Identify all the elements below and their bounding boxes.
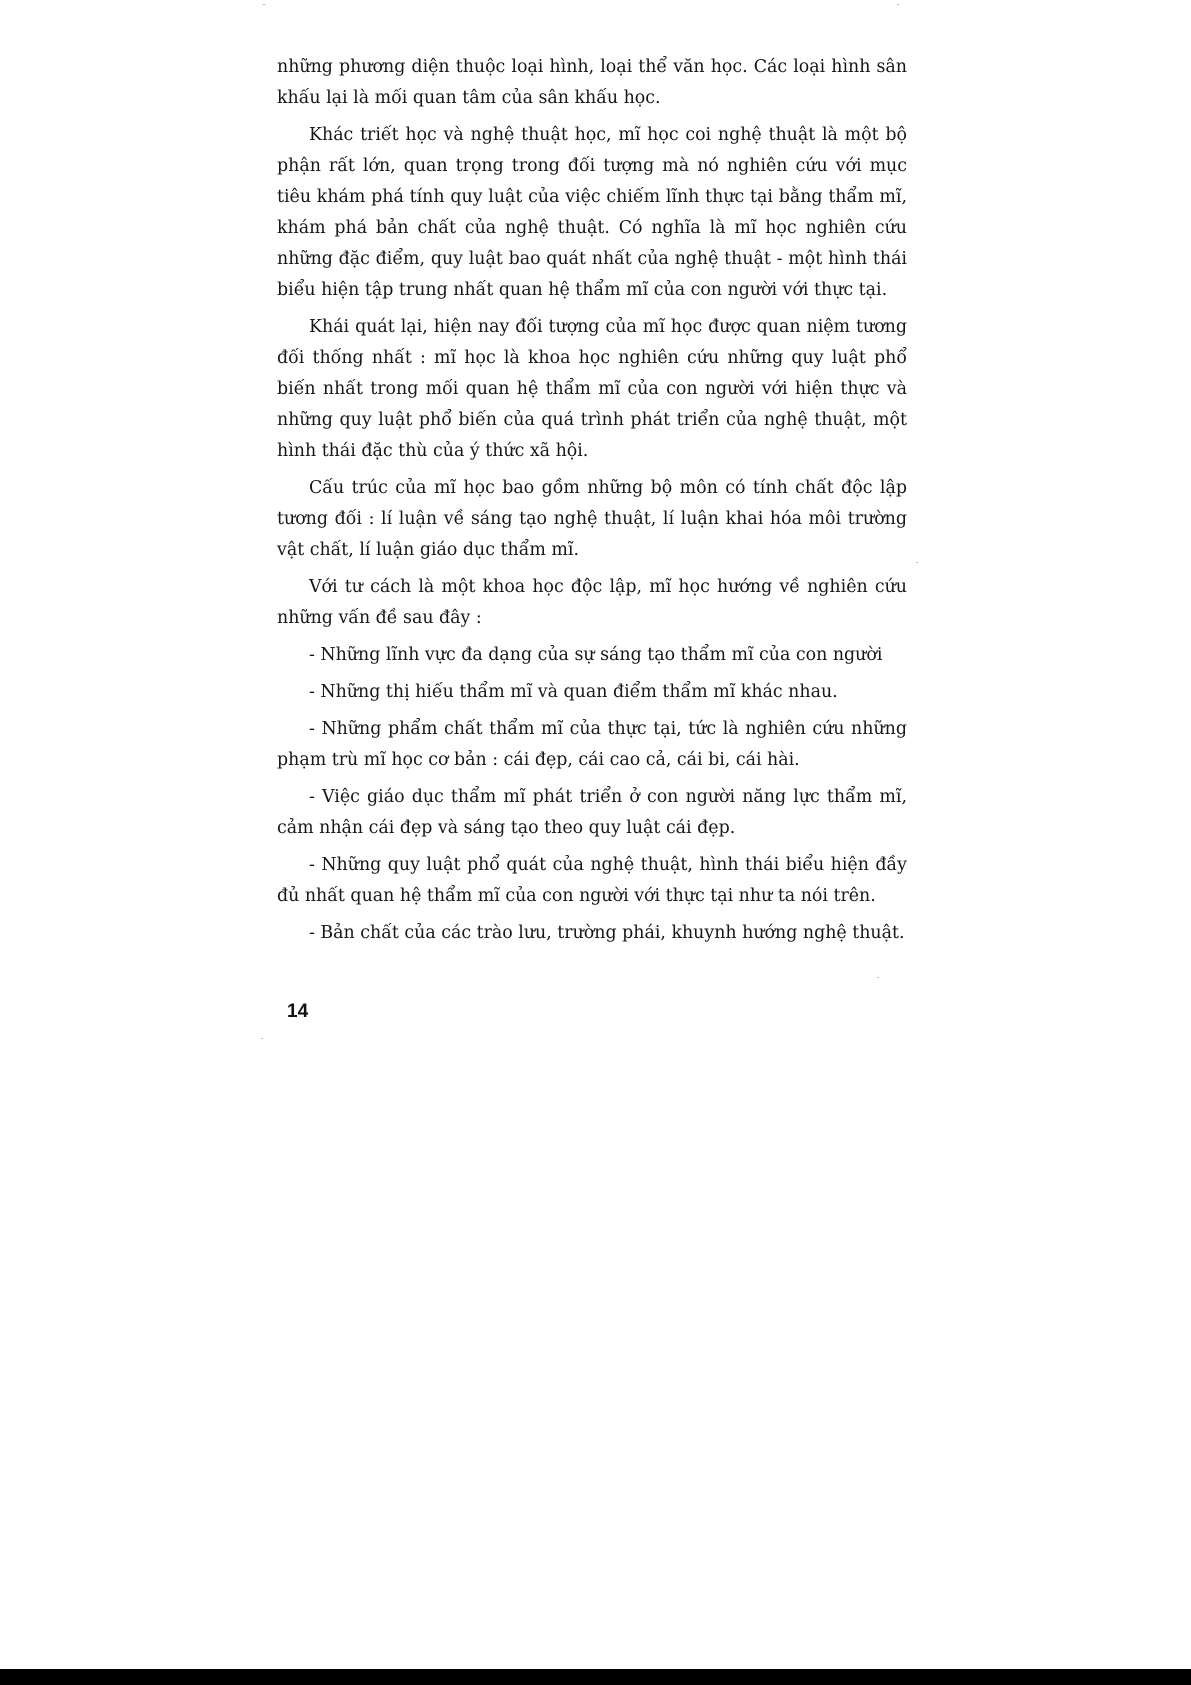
scan-speck — [261, 1038, 263, 1039]
scan-speck — [877, 977, 879, 978]
list-item-aesthetic-education: - Việc giáo dục thẩm mĩ phát triển ở con người năng lực thẩm mĩ, cảm nhận cái đẹp và sáng tạo theo quy luật cái đẹp. — [277, 787, 907, 838]
list-item-aesthetic-qualities: - Những phẩm chất thẩm mĩ của thực tại, tức là nghiên cứu những phạm trù mĩ học cơ bản : cái đẹp, cái cao cả, cái bi, cái hài. — [277, 719, 907, 770]
paragraph-object-of-aesthetics: Khái quát lại, hiện nay đối tượng của mĩ học được quan niệm tương đối thống nhất : mĩ học là khoa học nghiên cứu những quy luật phổ biến nhất trong mối quan hệ thẩm mĩ của con người với hiện thực và những quy luật phổ biến của quá trình phát triển của nghệ thuật, một hình thái đặc thù của ý thức xã hội. — [277, 317, 907, 461]
scan-speck — [916, 562, 918, 563]
list-item-art-movements: - Bản chất của các trào lưu, trường phái, khuynh hướng nghệ thuật. — [309, 923, 905, 943]
paragraph-research-issues-intro: Với tư cách là một khoa học độc lập, mĩ học hướng về nghiên cứu những vấn đề sau đây : — [277, 577, 907, 628]
paragraph-structure-of-aesthetics: Cấu trúc của mĩ học bao gồm những bộ môn có tính chất độc lập tương đối : lí luận về sáng tạo nghệ thuật, lí luận khai hóa môi trường vật chất, lí luận giáo dục thẩm mĩ. — [277, 478, 907, 560]
page-body — [277, 52, 907, 949]
paragraph-art-in-aesthetics: Khác triết học và nghệ thuật học, mĩ học coi nghệ thuật là một bộ phận rất lớn, quan trọng trong đối tượng mà nó nghiên cứu với mục tiêu khám phá tính quy luật của việc chiếm lĩnh thực tại bằng thẩm mĩ, khám phá bản chất của nghệ thuật. Có nghĩa là mĩ học nghiên cứu những đặc điểm, quy luật bao quát nhất của nghệ thuật - một hình thái biểu hiện tập trung nhất quan hệ thẩm mĩ của con người với thực tại. — [277, 125, 907, 300]
list-item-tastes-views: - Những thị hiếu thẩm mĩ và quan điểm thẩm mĩ khác nhau. — [309, 682, 838, 702]
page-number: 14 — [287, 1001, 309, 1022]
scan-speck — [897, 4, 899, 5]
list-item-universal-laws-of-art: - Những quy luật phổ quát của nghệ thuật, hình thái biểu hiện đầy đủ nhất quan hệ thẩm mĩ của con người với thực tại như ta nói trên. — [277, 855, 907, 906]
scan-speck — [263, 4, 265, 5]
scan-bottom-border — [0, 1669, 1191, 1685]
paragraph-continued: những phương diện thuộc loại hình, loại thể văn học. Các loại hình sân khấu lại là mối quan tâm của sân khấu học. — [277, 57, 907, 108]
list-item-creative-fields: - Những lĩnh vực đa dạng của sự sáng tạo thẩm mĩ của con người — [309, 645, 883, 665]
